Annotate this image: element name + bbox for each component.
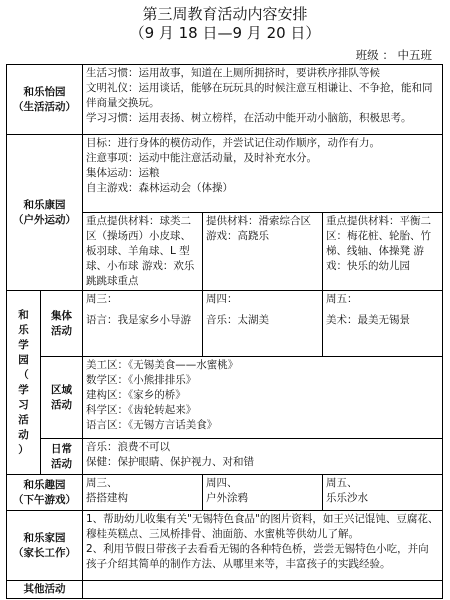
row-other [7, 581, 443, 599]
area-line: 数学区：《小熊排排乐》 [86, 374, 197, 386]
life-header: 和乐怡园 （生活活动） [7, 65, 83, 135]
group-activity-label: 集体 活动 [41, 291, 83, 357]
outdoor-area-3: 重点提供材料：平衡二区：梅花桩、轮胎、竹梯、线轴、体操凳 游戏：快乐的幼儿园 [323, 213, 443, 291]
outdoor-content: 目标：进行身体的模仿动作，并尝试记住动作顺序，动作有力。 注意事项：运动中能注意活动量，及时补充水分。 集体运动：运粮 自主游戏：森林运动会（体操） [83, 135, 443, 213]
fun-header: 和乐趣园 （下午游戏） [7, 475, 83, 511]
home-line: 2、利用节假日带孩子去看看无锡的各种特色桥，尝尝无锡特色小吃，并向孩子介绍其简单的制作方法、从哪里来等，丰富孩子的实践经验。 [86, 543, 429, 570]
area-line: 建构区：《家乡的桥》 [86, 389, 186, 401]
schedule-table [6, 64, 443, 599]
group-day-fri: 周五： 美术：最美无锡景 [323, 291, 443, 357]
life-line: 文明礼仪：运用谈话，能够在玩玩具的时候注意互相谦让、不争抢，能和同伴商量交换玩。 [86, 82, 433, 109]
daily-activity-label: 日常 活动 [41, 439, 83, 475]
fun-day-thu: 周四、 户外涂鸦 [203, 475, 323, 511]
life-line: 学习习惯：运用表扬、树立榜样，在活动中能开动小脑筋，积极思考。 [86, 112, 412, 124]
group-day-thu: 周四： 音乐：太湖美 [203, 291, 323, 357]
row-fun [7, 475, 443, 511]
home-line: 1、帮助幼儿收集有关"无锡特色食品"的图片资料，如王兴记馄饨、豆腐花、穆桂英糕点、三凤桥排骨、油面筋、水蜜桃等供幼儿了解。 [86, 513, 439, 540]
other-header: 其他活动 [7, 581, 83, 599]
outdoor-header: 和乐康园 （户外运动） [7, 135, 83, 291]
area-line: 美工区：《无锡美食——水蜜桃》 [86, 359, 239, 371]
row-study-daily [7, 439, 443, 475]
area-activity-content [83, 357, 443, 439]
row-life [7, 65, 443, 135]
area-activity-label: 区域 活动 [41, 357, 83, 439]
life-line: 生活习惯：运用故事，知道在上厕所拥挤时，要讲秩序排队等候 [86, 67, 380, 79]
other-content [83, 581, 443, 599]
date-range: （9 月 18 日—9 月 20 日） [129, 24, 321, 42]
row-study-areas [7, 357, 443, 439]
group-day-wed: 周三： 语言：我是家乡小导游 [83, 291, 203, 357]
study-header: 和 乐 学 园 （ 学 习 活 动 ） [7, 291, 41, 475]
fun-day-fri: 周五、 乐乐沙水 [323, 475, 443, 511]
outdoor-area-1: 重点提供材料：球类二区（操场西）小皮球、板羽球、羊角球、L 型球、小布球 游戏：欢乐跳跳球重点 [83, 213, 203, 291]
life-content [83, 65, 443, 135]
row-study-group [7, 291, 443, 357]
class-label: 班级 ： 中五班 [355, 48, 432, 62]
daily-activity-content: 音乐：浪费不可以 保健：保护眼睛、保护视力、对和错 [83, 439, 443, 475]
row-home [7, 511, 443, 581]
home-content [83, 511, 443, 581]
row-outdoor-general [7, 135, 443, 213]
area-line: 科学区：《齿轮转起来》 [86, 404, 197, 416]
page-title: 第三周教育活动内容安排 [142, 5, 308, 23]
fun-day-wed: 周三、 搭搭建构 [83, 475, 203, 511]
home-header: 和乐家园 （家长工作） [7, 511, 83, 581]
area-line: 语言区：《无锡方言话美食》 [86, 419, 218, 431]
outdoor-area-2: 提供材料：滑索综合区 游戏：高跷乐 [203, 213, 323, 291]
